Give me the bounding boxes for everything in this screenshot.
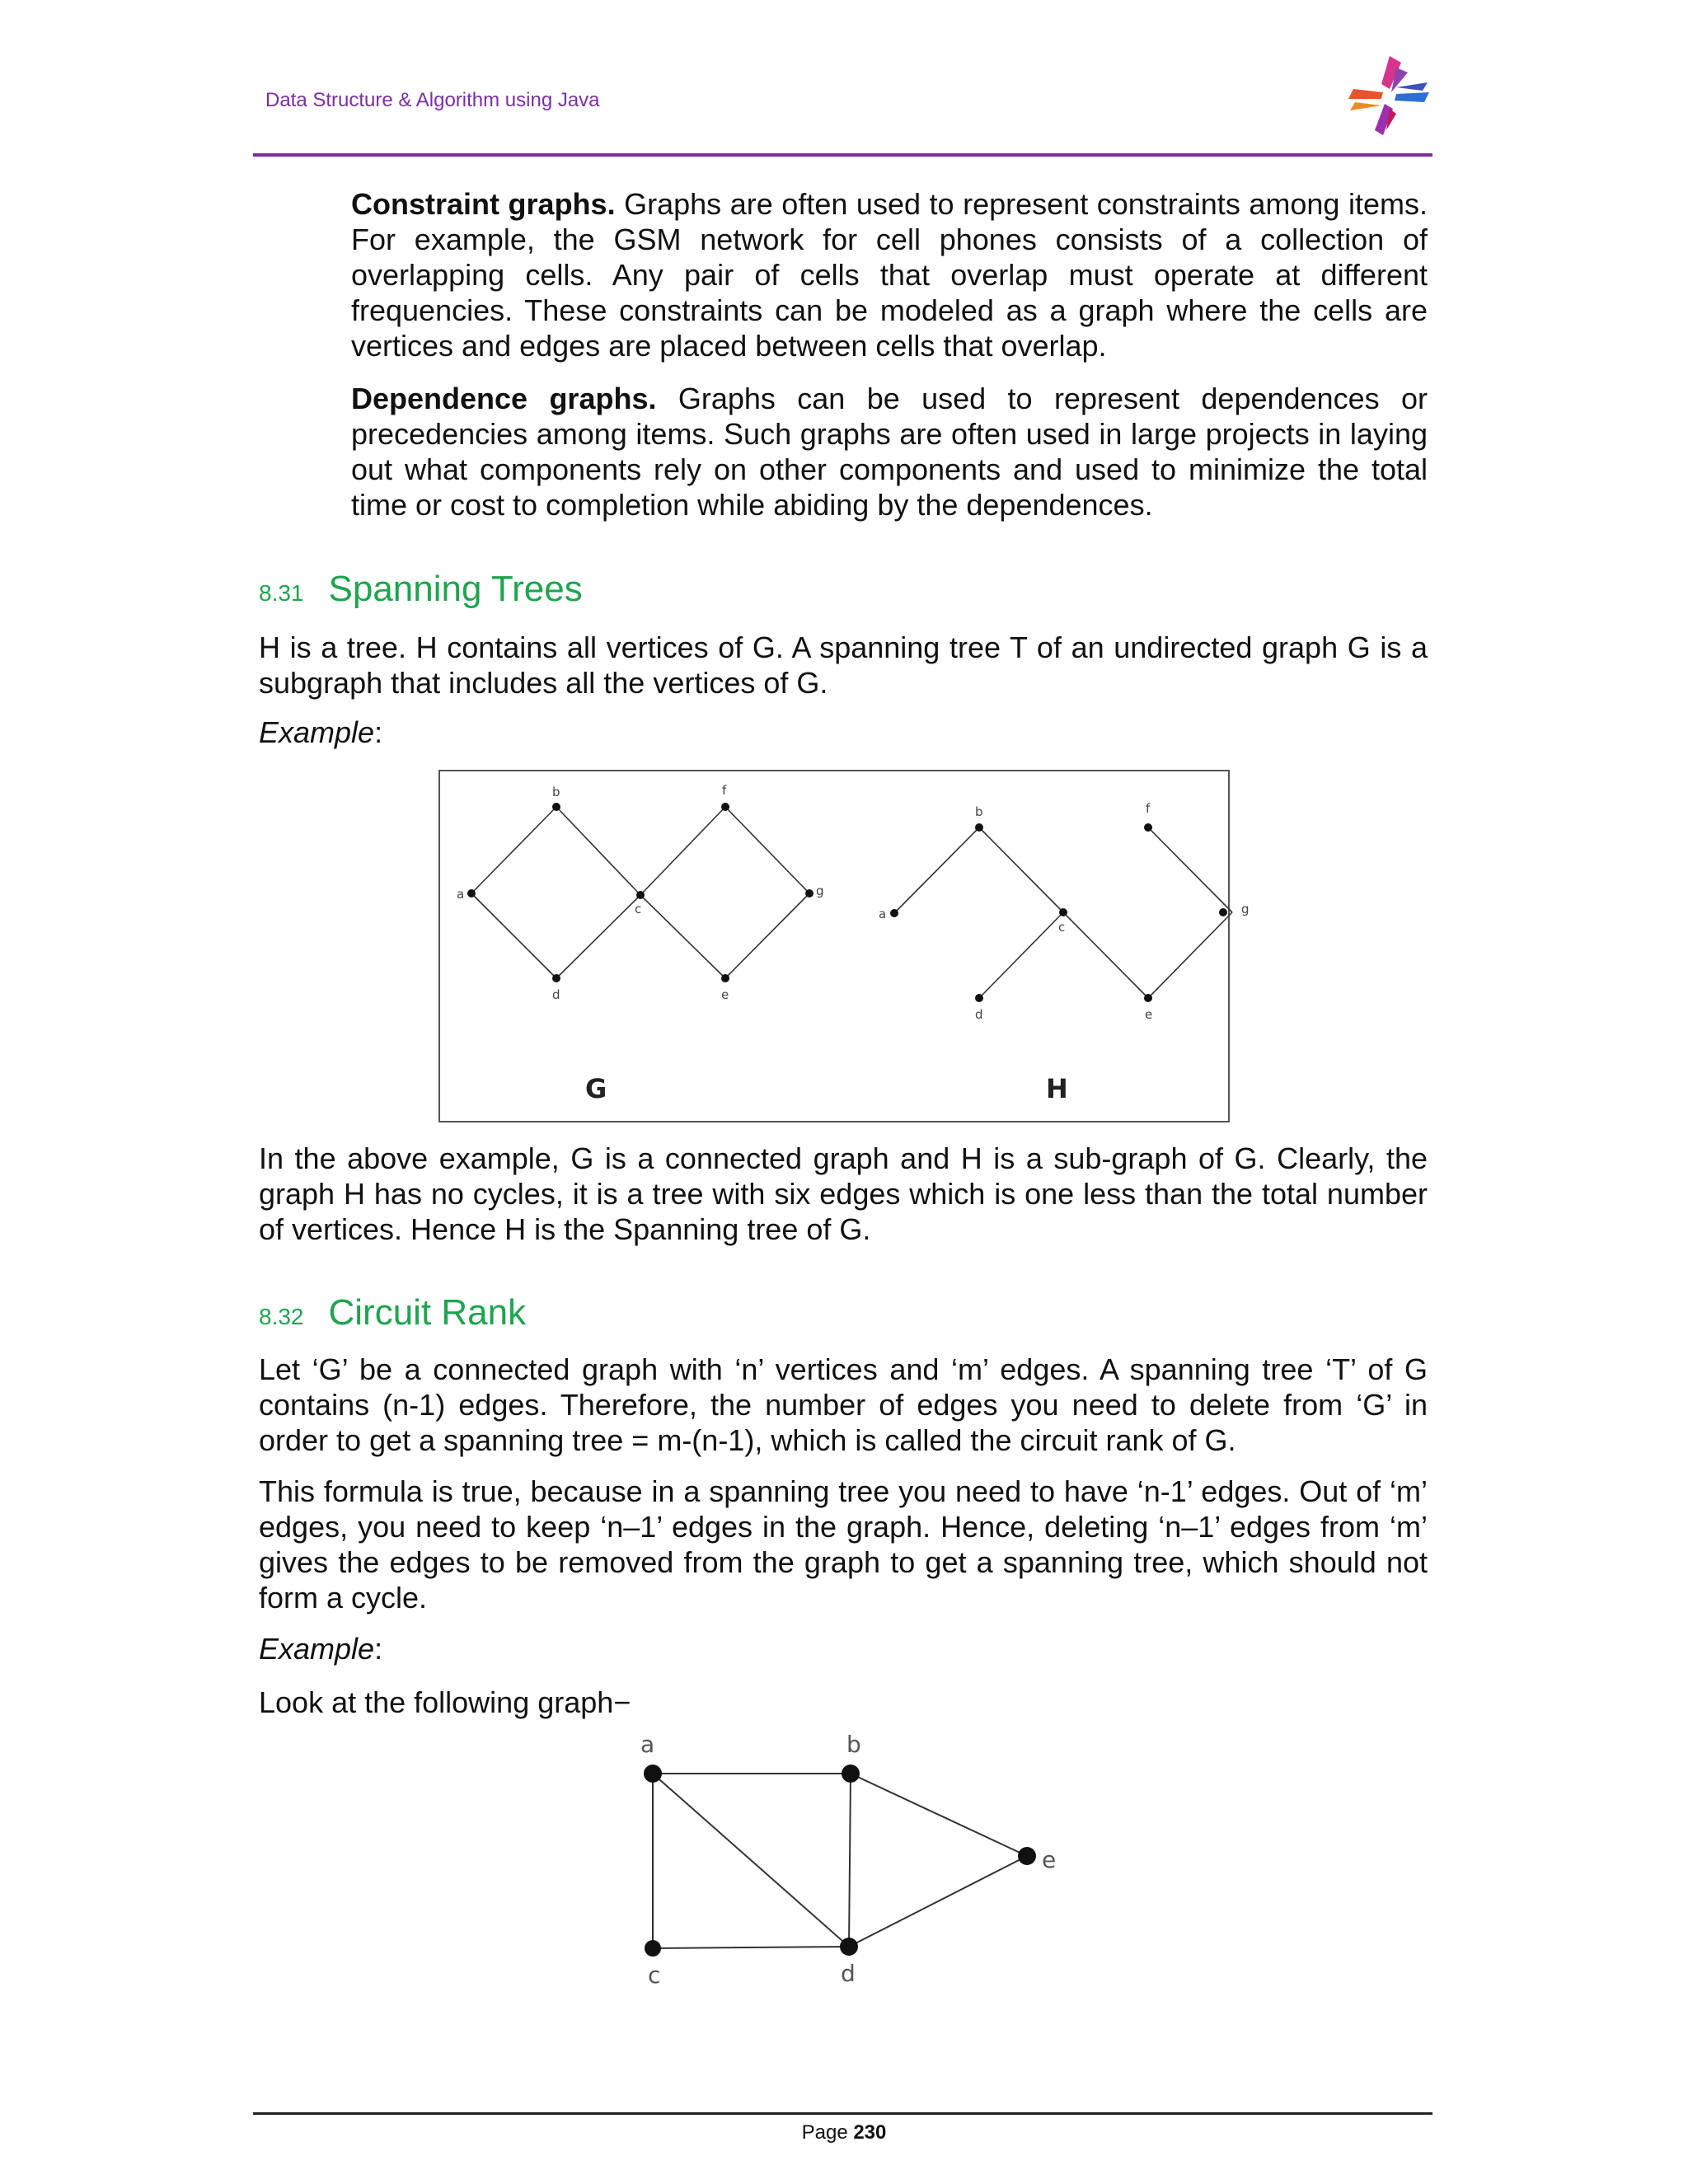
graph-g-and-h-diagram	[440, 771, 1250, 1121]
spanning-tree-intro: H is a tree. H contains all vertices of G. A spanning tree T of an undirected graph G is a subgraph that includes all the vertices of G.	[259, 630, 1428, 700]
running-header: Data Structure & Algorithm using Java	[265, 89, 600, 111]
g-node-a: a	[457, 887, 465, 902]
section-heading-circuit-rank	[259, 1292, 526, 1333]
example-label: Example:	[259, 1632, 383, 1666]
circuit-rank-paragraph-1: Let ‘G’ be a connected graph with ‘n’ vertices and ‘m’ edges. A spanning tree ‘T’ of G contains (n-1) edges. Therefore, the number of edges you need to delete from ‘G’ in order to get a spanning tree = m-(n-1), which is called the circuit rank of G.	[259, 1352, 1428, 1457]
node-d-label: d	[841, 1960, 856, 1987]
node-e-label: e	[1042, 1846, 1057, 1873]
circuit-rank-graph-diagram	[610, 1731, 1071, 1994]
node-b-label: b	[846, 1731, 861, 1758]
h-node-f: f	[1146, 801, 1151, 816]
constraint-graphs-paragraph	[351, 186, 1428, 363]
section-number: 8.32	[259, 1304, 304, 1329]
dependence-graphs-paragraph	[351, 381, 1428, 523]
constraint-graphs-title: Constraint graphs.	[351, 187, 616, 221]
dependence-graphs-title: Dependence graphs.	[351, 382, 657, 415]
circuit-rank-paragraph-2: This formula is true, because in a spanning tree you need to have ‘n-1’ edges. Out of ‘m’ edges, you need to keep ‘n–1’ edges in the graph. Hence, deleting ‘n–1’ edges from ‘m’ gives the edges to be removed from the graph to get a spanning tree, which should not form a cycle.	[259, 1474, 1428, 1615]
node-a-label: a	[640, 1731, 655, 1758]
page-footer	[0, 2121, 1688, 2144]
h-node-b: b	[975, 804, 983, 819]
g-node-g: g	[816, 883, 824, 898]
section-title: Spanning Trees	[328, 569, 583, 609]
footer-rule	[253, 2112, 1432, 2115]
g-node-c: c	[635, 902, 642, 916]
spanning-tree-figure	[438, 770, 1250, 1122]
constraint-graphs-body: Graphs are often used to represent constraints among items. For example, the GSM network for cell phones consists of a collection of overlapping cells. Any pair of cells that overlap must operate at different frequencies. These constraints can be modeled as a graph where the cells are vertices and edges are placed between cells that overlap.	[351, 187, 1428, 363]
graph-g-label: G	[585, 1073, 607, 1104]
h-node-d: d	[975, 1007, 983, 1022]
publisher-logo-icon	[1342, 51, 1434, 140]
h-node-g: g	[1241, 902, 1250, 916]
section-heading-spanning-trees	[259, 569, 583, 610]
spanning-tree-explanation: In the above example, G is a connected graph and H is a sub-graph of G. Clearly, the graph H has no cycles, it is a tree with six edges which is one less than the total number of vertices. Hence H is the Spanning tree of G.	[259, 1141, 1428, 1246]
dependence-graphs-body: Graphs can be used to represent dependences or precedencies among items. Such graphs are often used in large projects in laying out what components rely on other components and used to minimize the total time or cost to completion while abiding by the dependences.	[351, 382, 1428, 522]
node-c-label: c	[648, 1961, 661, 1989]
h-node-c: c	[1058, 920, 1066, 935]
header-rule	[253, 153, 1432, 157]
g-node-e: e	[721, 987, 729, 1002]
graph-h-label: H	[1046, 1073, 1068, 1104]
section-number: 8.31	[259, 580, 304, 606]
h-node-e: e	[1145, 1007, 1153, 1022]
page-label: Page	[801, 2121, 854, 2144]
h-node-a: a	[879, 907, 887, 921]
g-node-f: f	[722, 783, 727, 798]
example-label: Example:	[259, 715, 383, 749]
g-node-d: d	[552, 987, 560, 1002]
look-at-graph-text: Look at the following graph−	[259, 1685, 631, 1719]
section-title: Circuit Rank	[328, 1292, 527, 1333]
page-number: 230	[853, 2121, 887, 2144]
g-node-b: b	[552, 785, 560, 799]
